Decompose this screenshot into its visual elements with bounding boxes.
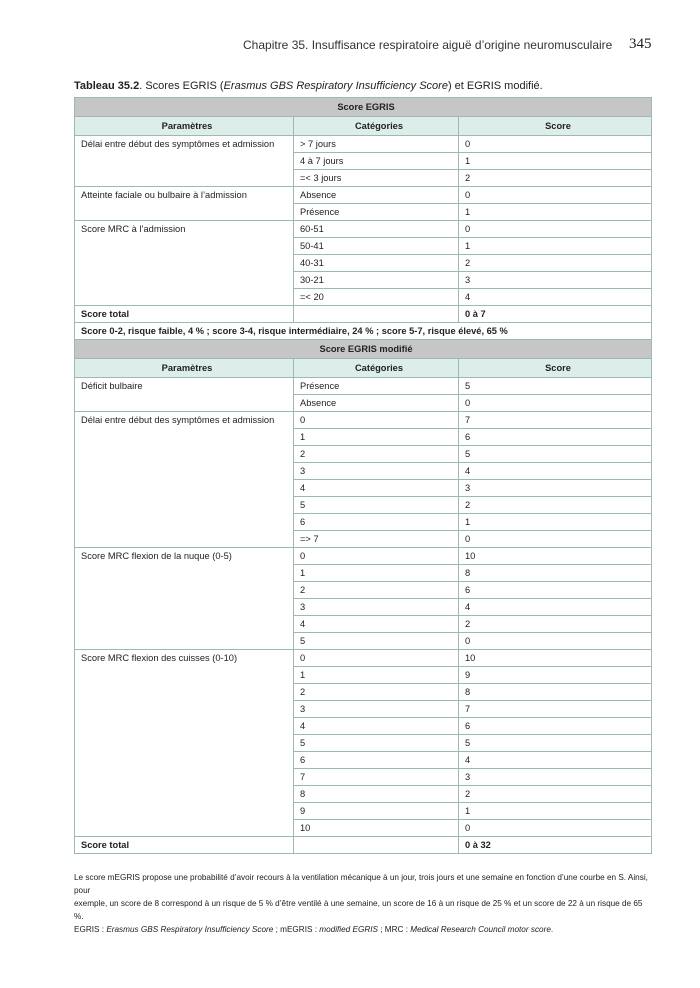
total-empty [294,306,459,323]
category-cell: 10 [294,820,459,837]
footnote-line-2: exemple, un score de 8 correspond à un risque de 5 % d’être ventilé à une semaine, un score de 16 à un risque de 25 % et un score de 22 à un risque de 65 %. [74,899,643,921]
caption-post: ) et EGRIS modifié. [447,80,543,92]
table-row [75,701,652,718]
parameter-cell [75,616,294,633]
parameter-cell: Score MRC à l’admission [75,221,294,238]
risk-note-row [75,323,652,340]
parameter-cell [75,582,294,599]
table-row [75,633,652,650]
section-title: Score EGRIS [75,98,652,117]
score-cell: 1 [459,803,652,820]
category-cell: 1 [294,565,459,582]
score-cell: 4 [459,599,652,616]
table-row [75,718,652,735]
score-cell: 9 [459,667,652,684]
score-cell: 1 [459,153,652,170]
parameter-cell [75,153,294,170]
parameter-cell [75,480,294,497]
score-cell: 5 [459,378,652,395]
parameter-cell [75,820,294,837]
category-cell: 3 [294,701,459,718]
parameter-cell [75,786,294,803]
category-cell: 40-31 [294,255,459,272]
parameter-cell [75,395,294,412]
parameter-cell [75,667,294,684]
category-cell: Présence [294,378,459,395]
score-cell: 6 [459,429,652,446]
score-cell: 0 [459,136,652,153]
category-cell: 4 [294,718,459,735]
score-cell: 0 [459,395,652,412]
caption-italic: Erasmus GBS Respiratory Insufficiency Score [223,80,448,92]
score-cell: 7 [459,412,652,429]
category-cell: Absence [294,187,459,204]
category-cell: 5 [294,497,459,514]
score-cell: 8 [459,565,652,582]
table-caption [74,80,543,92]
table-row [75,170,652,187]
footnote-abbreviations [74,923,654,936]
table-row [75,684,652,701]
score-cell: 4 [459,289,652,306]
score-cell: 3 [459,272,652,289]
category-cell: 0 [294,650,459,667]
table-row [75,204,652,221]
score-cell: 0 [459,221,652,238]
category-cell: Présence [294,204,459,221]
category-cell: 6 [294,514,459,531]
egris-column-header-row [75,117,652,136]
table-row [75,480,652,497]
category-cell: 3 [294,599,459,616]
table-row [75,446,652,463]
parameter-cell: Atteinte faciale ou bulbaire à l’admission [75,187,294,204]
column-header: Paramètres [75,117,294,136]
table-row [75,153,652,170]
risk-note: Score 0-2, risque faible, 4 % ; score 3-4, risque intermédiaire, 24 % ; score 5-7, risque élevé, 65 % [75,323,652,340]
parameter-cell: Score MRC flexion des cuisses (0-10) [75,650,294,667]
score-cell: 2 [459,497,652,514]
parameter-cell [75,446,294,463]
category-cell: 50-41 [294,238,459,255]
score-cell: 0 [459,531,652,548]
score-cell: 5 [459,735,652,752]
score-cell: 4 [459,463,652,480]
parameter-cell [75,752,294,769]
column-header: Paramètres [75,359,294,378]
parameter-cell [75,272,294,289]
score-cell: 1 [459,238,652,255]
category-cell: 2 [294,684,459,701]
table-row [75,497,652,514]
footnote-line-1: Le score mEGRIS propose une probabilité d’avoir recours à la ventilation mécanique à un jour, trois jours et une semaine en fonction d’une courbe en S. Ainsi, pour [74,873,648,895]
table-row [75,565,652,582]
category-cell: 8 [294,786,459,803]
table-row [75,255,652,272]
parameter-cell [75,170,294,187]
parameter-cell [75,769,294,786]
score-cell: 7 [459,701,652,718]
table-row [75,667,652,684]
egris-total-row [75,306,652,323]
abbr-egris-def: Erasmus GBS Respiratory Insufficiency Score [106,925,274,934]
section-title: Score EGRIS modifié [75,340,652,359]
table-row [75,803,652,820]
parameter-cell [75,204,294,221]
parameter-cell: Déficit bulbaire [75,378,294,395]
table-row [75,616,652,633]
score-cell: 10 [459,650,652,667]
table-row [75,548,652,565]
category-cell: 7 [294,769,459,786]
category-cell: 9 [294,803,459,820]
parameter-cell [75,684,294,701]
score-cell: 10 [459,548,652,565]
table-row [75,582,652,599]
category-cell: > 7 jours [294,136,459,153]
category-cell: 30-21 [294,272,459,289]
total-value: 0 à 32 [459,837,652,854]
table-row [75,463,652,480]
category-cell: 0 [294,548,459,565]
table-row [75,395,652,412]
score-cell: 6 [459,582,652,599]
category-cell: 2 [294,582,459,599]
category-cell: 60-51 [294,221,459,238]
table-row [75,752,652,769]
table-row [75,514,652,531]
abbr-end: . [550,925,554,934]
total-label: Score total [75,837,294,854]
abbr-egris-label: EGRIS : [74,925,107,934]
score-cell: 2 [459,616,652,633]
category-cell: =< 3 jours [294,170,459,187]
category-cell: 3 [294,463,459,480]
table-row [75,786,652,803]
parameter-cell [75,735,294,752]
parameter-cell [75,531,294,548]
total-value: 0 à 7 [459,306,652,323]
category-cell: 6 [294,752,459,769]
score-cell: 0 [459,820,652,837]
table-footnote [74,871,654,936]
abbr-mrc-def: Medical Research Council motor score [410,925,551,934]
score-table [74,97,651,854]
table-row [75,820,652,837]
score-cell: 2 [459,786,652,803]
parameter-cell [75,565,294,582]
category-cell: 0 [294,412,459,429]
table-row [75,289,652,306]
score-cell: 4 [459,752,652,769]
table-row [75,531,652,548]
table-row [75,735,652,752]
parameter-cell [75,633,294,650]
table-row [75,272,652,289]
column-header: Score [459,359,652,378]
score-cell: 2 [459,170,652,187]
parameter-cell [75,255,294,272]
score-cell: 5 [459,446,652,463]
table-row [75,650,652,667]
category-cell: =< 20 [294,289,459,306]
table-row [75,136,652,153]
table-row [75,238,652,255]
category-cell: => 7 [294,531,459,548]
total-label: Score total [75,306,294,323]
table-row [75,769,652,786]
total-empty [294,837,459,854]
category-cell: 2 [294,446,459,463]
abbr-mrc-label: ; MRC : [377,925,411,934]
parameter-cell [75,514,294,531]
page-number: 345 [629,36,652,52]
category-cell: 4 [294,616,459,633]
abbr-megris-label: ; mEGRIS : [273,925,320,934]
category-cell: Absence [294,395,459,412]
parameter-cell [75,238,294,255]
table-row [75,378,652,395]
parameter-cell [75,718,294,735]
score-cell: 0 [459,187,652,204]
parameter-cell [75,803,294,820]
score-cell: 2 [459,255,652,272]
parameter-cell [75,289,294,306]
table-row [75,429,652,446]
table-row [75,412,652,429]
parameter-cell: Délai entre début des symptômes et admission [75,412,294,429]
category-cell: 5 [294,633,459,650]
parameter-cell: Score MRC flexion de la nuque (0-5) [75,548,294,565]
column-header: Catégories [294,117,459,136]
megris-total-row [75,837,652,854]
parameter-cell [75,599,294,616]
parameter-cell: Délai entre début des symptômes et admission [75,136,294,153]
column-header: Score [459,117,652,136]
parameter-cell [75,429,294,446]
category-cell: 4 à 7 jours [294,153,459,170]
parameter-cell [75,497,294,514]
table-row [75,221,652,238]
category-cell: 5 [294,735,459,752]
category-cell: 1 [294,429,459,446]
score-cell: 3 [459,769,652,786]
table-row [75,187,652,204]
running-header-title: Chapitre 35. Insuffisance respiratoire aiguë d’origine neuromusculaire [243,38,613,52]
score-cell: 1 [459,204,652,221]
egris-section-title-row [75,98,652,117]
category-cell: 4 [294,480,459,497]
parameter-cell [75,701,294,718]
column-header: Catégories [294,359,459,378]
caption-pre: . Scores EGRIS ( [139,80,224,92]
megris-column-header-row [75,359,652,378]
score-cell: 0 [459,633,652,650]
score-cell: 8 [459,684,652,701]
table-row [75,599,652,616]
score-cell: 3 [459,480,652,497]
caption-label: Tableau 35.2 [74,80,140,92]
abbr-megris-def: modified EGRIS [319,925,378,934]
category-cell: 1 [294,667,459,684]
score-cell: 1 [459,514,652,531]
megris-section-title-row [75,340,652,359]
parameter-cell [75,463,294,480]
score-cell: 6 [459,718,652,735]
